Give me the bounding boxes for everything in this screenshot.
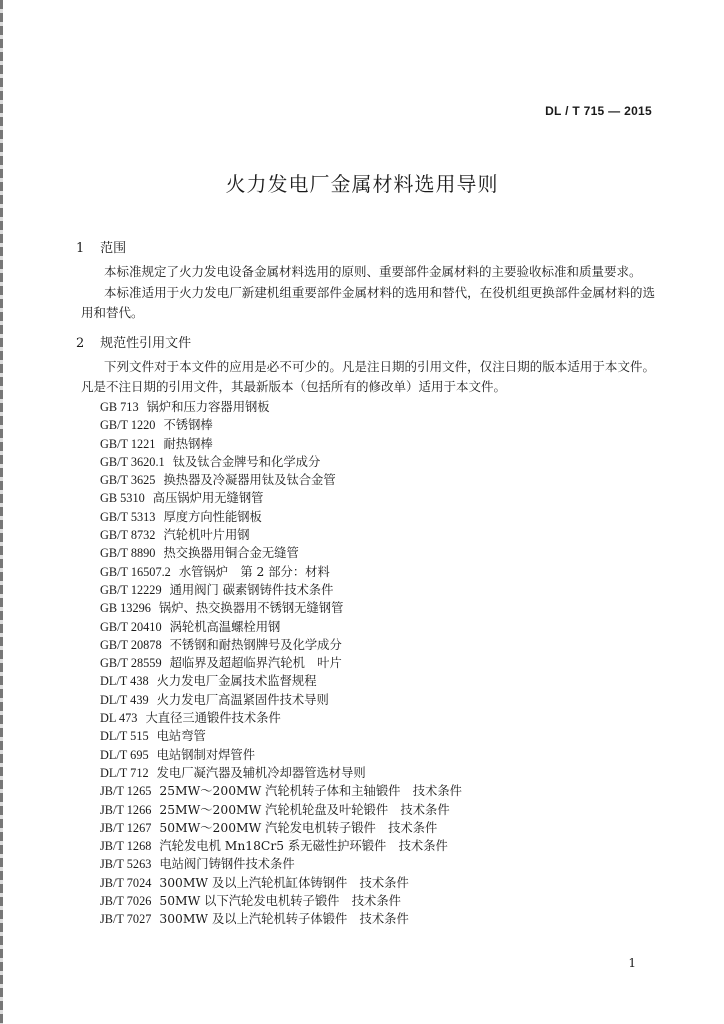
reference-item bbox=[100, 672, 462, 690]
reference-code: DL/T 515 bbox=[100, 729, 149, 744]
reference-code: DL/T 438 bbox=[100, 674, 149, 689]
reference-code: DL 473 bbox=[100, 711, 138, 726]
reference-item bbox=[100, 398, 462, 416]
reference-title: 涡轮机高温螺栓用钢 bbox=[169, 619, 281, 634]
reference-item bbox=[100, 727, 462, 745]
reference-title: 汽轮机叶片用钢 bbox=[163, 528, 250, 543]
reference-title: 锅炉、热交换器用不锈钢无缝钢管 bbox=[158, 601, 344, 616]
reference-item bbox=[100, 892, 462, 910]
reference-item bbox=[100, 489, 462, 507]
reference-title: 通用阀门 碳素钢铸件技术条件 bbox=[169, 582, 334, 597]
reference-title: 火力发电厂金属技术监督规程 bbox=[156, 674, 317, 689]
reference-item bbox=[100, 453, 462, 471]
reference-item bbox=[100, 837, 462, 855]
reference-code: JB/T 1266 bbox=[100, 802, 152, 817]
reference-item bbox=[100, 746, 462, 764]
reference-item bbox=[100, 435, 462, 453]
reference-code: GB/T 8732 bbox=[100, 528, 156, 543]
reference-code: GB/T 28559 bbox=[100, 656, 162, 671]
reference-title: 25MW～200MW 汽轮机转子体和主轴锻件 技术条件 bbox=[159, 784, 462, 799]
reference-code: DL/T 439 bbox=[100, 692, 149, 707]
scope-paragraph-2: 本标准适用于火力发电厂新建机组重要部件金属材料的选用和替代，在役机组更换部件金属材料的选用和替代。 bbox=[81, 285, 655, 320]
reference-title: 不锈钢棒 bbox=[163, 418, 213, 433]
reference-item bbox=[100, 636, 462, 654]
reference-code: GB/T 3625 bbox=[100, 473, 156, 488]
reference-title: 300MW 及以上汽轮机缸体铸钢件 技术条件 bbox=[159, 875, 409, 890]
reference-title: 厚度方向性能钢板 bbox=[163, 509, 262, 524]
reference-code: GB/T 16507.2 bbox=[100, 564, 171, 579]
reference-title: 50MW～200MW 汽轮发电机转子锻件 技术条件 bbox=[159, 820, 438, 835]
reference-code: DL/T 712 bbox=[100, 765, 149, 780]
page-number: 1 bbox=[628, 956, 636, 970]
section-title: 范围 bbox=[100, 241, 127, 256]
reference-code: JB/T 7024 bbox=[100, 875, 152, 890]
reference-title: 300MW 及以上汽轮机转子体锻件 技术条件 bbox=[159, 912, 409, 927]
reference-code: JB/T 1265 bbox=[100, 784, 152, 799]
reference-item bbox=[100, 599, 462, 617]
reference-item bbox=[100, 526, 462, 544]
reference-code: GB/T 1221 bbox=[100, 436, 156, 451]
section-title: 规范性引用文件 bbox=[100, 336, 192, 351]
reference-item bbox=[100, 544, 462, 562]
reference-item bbox=[100, 563, 462, 581]
reference-code: GB/T 8890 bbox=[100, 546, 156, 561]
section-heading-normative-references bbox=[76, 332, 191, 351]
reference-code: GB 13296 bbox=[100, 601, 151, 616]
reference-code: GB 5310 bbox=[100, 491, 145, 506]
reference-title: 水管锅炉 第 2 部分：材料 bbox=[178, 564, 330, 579]
reference-code: GB/T 3620.1 bbox=[100, 454, 165, 469]
reference-code: JB/T 7026 bbox=[100, 894, 152, 909]
reference-title: 超临界及超超临界汽轮机 叶片 bbox=[169, 656, 342, 671]
reference-title: 锅炉和压力容器用钢板 bbox=[146, 400, 270, 414]
reference-code: GB/T 20878 bbox=[100, 637, 162, 652]
reference-title: 耐热钢棒 bbox=[163, 436, 213, 451]
reference-item bbox=[100, 855, 462, 873]
reference-title: 大直径三通锻件技术条件 bbox=[145, 711, 281, 726]
reference-item bbox=[100, 618, 462, 636]
reference-title: 电站阀门铸钢件技术条件 bbox=[159, 857, 295, 872]
reference-item bbox=[100, 910, 462, 928]
reference-code: GB/T 1220 bbox=[100, 418, 156, 433]
section-heading-scope bbox=[76, 237, 126, 256]
reference-code: GB/T 12229 bbox=[100, 582, 162, 597]
reference-item bbox=[100, 801, 462, 819]
reference-title: 汽轮发电机 Mn18Cr5 系无磁性护环锻件 技术条件 bbox=[159, 839, 448, 854]
reference-title: 高压锅炉用无缝钢管 bbox=[152, 491, 264, 506]
reference-item bbox=[100, 874, 462, 892]
references-intro-paragraph: 下列文件对于本文件的应用是必不可少的。凡是注日期的引用文件，仅注日期的版本适用于本文件。凡是不注日期的引用文件，其最新版本（包括所有的修改单）适用于本文件。 bbox=[81, 359, 655, 394]
reference-code: JB/T 7027 bbox=[100, 912, 152, 927]
reference-title: 电站钢制对焊管件 bbox=[156, 747, 256, 762]
reference-code: GB/T 20410 bbox=[100, 619, 162, 634]
standard-code: DL / T 715 — 2015 bbox=[545, 104, 652, 118]
reference-item bbox=[100, 691, 462, 709]
reference-item bbox=[100, 764, 462, 782]
reference-item bbox=[100, 782, 462, 800]
reference-title: 换热器及冷凝器用钛及钛合金管 bbox=[163, 473, 336, 488]
reference-list bbox=[100, 398, 462, 929]
reference-item bbox=[100, 471, 462, 489]
reference-item bbox=[100, 416, 462, 434]
reference-code: JB/T 5263 bbox=[100, 857, 152, 872]
section-number: 1 bbox=[76, 241, 85, 256]
reference-code: DL/T 695 bbox=[100, 747, 149, 762]
reference-title: 钛及钛合金牌号和化学成分 bbox=[172, 454, 321, 469]
reference-title: 电站弯管 bbox=[156, 729, 206, 744]
reference-item bbox=[100, 709, 462, 727]
scope-paragraph-1: 本标准规定了火力发电设备金属材料选用的原则、重要部件金属材料的主要验收标准和质量要求。 bbox=[104, 264, 642, 279]
reference-title: 发电厂凝汽器及辅机冷却器管选材导则 bbox=[156, 765, 366, 780]
reference-item bbox=[100, 581, 462, 599]
reference-code: JB/T 1267 bbox=[100, 820, 152, 835]
document-title: 火力发电厂金属材料选用导则 bbox=[225, 172, 499, 196]
reference-item bbox=[100, 819, 462, 837]
reference-item bbox=[100, 508, 462, 526]
reference-title: 热交换器用铜合金无缝管 bbox=[163, 546, 299, 561]
reference-title: 50MW 以下汽轮发电机转子锻件 技术条件 bbox=[159, 894, 401, 909]
reference-title: 25MW～200MW 汽轮机轮盘及叶轮锻件 技术条件 bbox=[159, 802, 450, 817]
reference-code: JB/T 1268 bbox=[100, 839, 152, 854]
section-number: 2 bbox=[76, 336, 85, 351]
reference-code: GB 713 bbox=[100, 400, 139, 414]
scan-binding-edge bbox=[0, 0, 3, 1024]
reference-code: GB/T 5313 bbox=[100, 509, 156, 524]
reference-item bbox=[100, 654, 462, 672]
reference-title: 火力发电厂高温紧固件技术导则 bbox=[156, 692, 329, 707]
reference-title: 不锈钢和耐热钢牌号及化学成分 bbox=[169, 637, 342, 652]
